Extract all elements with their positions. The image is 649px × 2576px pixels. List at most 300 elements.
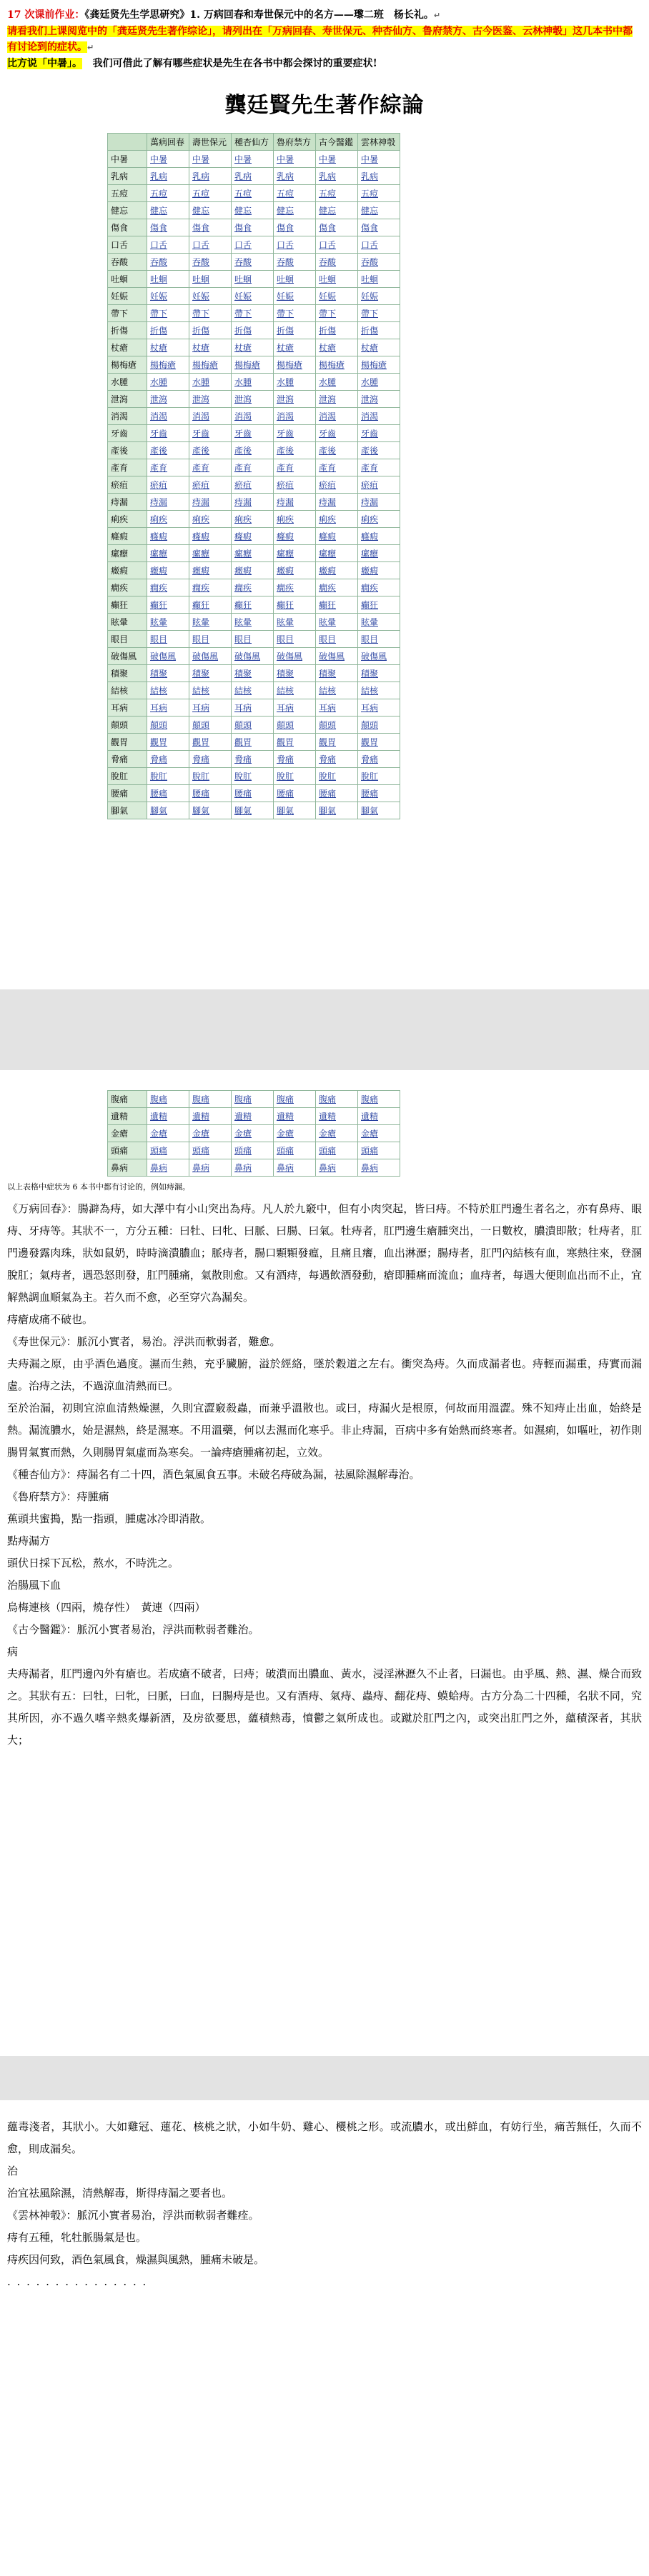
- symptom-link[interactable]: 杖瘡: [316, 339, 358, 356]
- symptom-link[interactable]: 腹痛: [358, 1091, 400, 1108]
- symptom-link[interactable]: 乳病: [358, 168, 400, 185]
- symptom-link[interactable]: 中暑: [316, 151, 358, 168]
- symptom-link[interactable]: 楊梅瘡: [274, 356, 316, 374]
- symptom-link[interactable]: 結核: [316, 682, 358, 699]
- symptom-link[interactable]: 痢疾: [189, 511, 232, 528]
- symptom-link[interactable]: 瘰癧: [358, 545, 400, 562]
- symptom-link[interactable]: 眩暈: [232, 614, 274, 631]
- symptom-link[interactable]: 癃瘕: [316, 528, 358, 545]
- symptom-link[interactable]: 腹痛: [147, 1091, 189, 1108]
- symptom-link[interactable]: 乳病: [147, 168, 189, 185]
- symptom-link[interactable]: 金瘡: [147, 1125, 189, 1142]
- symptom-link[interactable]: 乳病: [189, 168, 232, 185]
- symptom-link[interactable]: 五痘: [274, 185, 316, 202]
- symptom-link[interactable]: 眼目: [316, 631, 358, 648]
- symptom-link[interactable]: 產後: [189, 442, 232, 459]
- symptom-link[interactable]: 水腫: [358, 374, 400, 391]
- symptom-link[interactable]: 癇疾: [232, 579, 274, 596]
- symptom-link[interactable]: 結核: [147, 682, 189, 699]
- symptom-link[interactable]: 瘀疽: [274, 476, 316, 494]
- symptom-link[interactable]: 腳氣: [358, 802, 400, 819]
- table-row: [108, 391, 400, 408]
- symptom-link[interactable]: 口舌: [274, 236, 316, 254]
- table-row: [108, 408, 400, 425]
- symptom-link[interactable]: 瘰癧: [232, 545, 274, 562]
- symptom-cell: 癲狂: [108, 596, 147, 614]
- symptom-link[interactable]: 折傷: [358, 322, 400, 339]
- symptom-link[interactable]: 觀胃: [358, 734, 400, 751]
- symptom-link[interactable]: 痔漏: [232, 494, 274, 511]
- symptom-link[interactable]: 腹痛: [189, 1091, 232, 1108]
- symptom-link[interactable]: 吞酸: [274, 254, 316, 271]
- symptom-link[interactable]: 產育: [189, 459, 232, 476]
- symptom-link[interactable]: 水腫: [316, 374, 358, 391]
- symptom-link[interactable]: 癃瘕: [274, 528, 316, 545]
- symptom-link[interactable]: 痢疾: [232, 511, 274, 528]
- symptom-link[interactable]: 金瘡: [274, 1125, 316, 1142]
- symptom-link[interactable]: 乳病: [274, 168, 316, 185]
- symptom-link[interactable]: 痔漏: [358, 494, 400, 511]
- symptom-link[interactable]: 瘰癧: [274, 545, 316, 562]
- symptom-link[interactable]: 產後: [358, 442, 400, 459]
- symptom-link[interactable]: 耳病: [147, 699, 189, 717]
- symptom-link[interactable]: 脅痛: [232, 751, 274, 768]
- symptom-link[interactable]: 五痘: [358, 185, 400, 202]
- symptom-link[interactable]: 癃瘕: [147, 528, 189, 545]
- symptom-link[interactable]: 產後: [316, 442, 358, 459]
- symptom-link[interactable]: 水腫: [232, 374, 274, 391]
- symptom-link[interactable]: 水腫: [189, 374, 232, 391]
- symptom-link[interactable]: 頭痛: [358, 1142, 400, 1159]
- symptom-link[interactable]: 遺精: [147, 1108, 189, 1125]
- symptom-link[interactable]: 腳氣: [147, 802, 189, 819]
- symptom-link[interactable]: 癃瘕: [189, 528, 232, 545]
- symptom-link[interactable]: 腳氣: [189, 802, 232, 819]
- symptom-link[interactable]: 楊梅瘡: [147, 356, 189, 374]
- symptom-cell: 破傷風: [108, 648, 147, 665]
- symptom-link[interactable]: 牙齒: [274, 425, 316, 442]
- symptom-cell: 瘰癧: [108, 545, 147, 562]
- symptom-link[interactable]: 五痘: [316, 185, 358, 202]
- symptom-link[interactable]: 脅痛: [147, 751, 189, 768]
- symptom-link[interactable]: 眼目: [232, 631, 274, 648]
- symptom-link[interactable]: 吞酸: [189, 254, 232, 271]
- symptom-link[interactable]: 遺精: [189, 1108, 232, 1125]
- symptom-link[interactable]: 妊娠: [316, 288, 358, 305]
- symptom-link[interactable]: 癥瘕: [358, 562, 400, 579]
- symptom-link[interactable]: 泄瀉: [232, 391, 274, 408]
- symptom-link[interactable]: 遺精: [358, 1108, 400, 1125]
- symptom-link[interactable]: 妊娠: [189, 288, 232, 305]
- symptom-link[interactable]: 腰痛: [274, 785, 316, 802]
- symptom-link[interactable]: 痔漏: [189, 494, 232, 511]
- table-row: [108, 151, 400, 168]
- symptom-cell: 產育: [108, 459, 147, 476]
- symptom-link[interactable]: 妊娠: [147, 288, 189, 305]
- symptom-link[interactable]: 消渴: [358, 408, 400, 425]
- symptom-link[interactable]: 牙齒: [358, 425, 400, 442]
- symptom-link[interactable]: 中暑: [147, 151, 189, 168]
- symptom-link[interactable]: 瘀疽: [358, 476, 400, 494]
- symptom-link[interactable]: 吐蛔: [232, 271, 274, 288]
- symptom-link[interactable]: 破傷風: [316, 648, 358, 665]
- symptom-link[interactable]: 耳病: [274, 699, 316, 717]
- symptom-link[interactable]: 痢疾: [316, 511, 358, 528]
- symptom-link[interactable]: 顛頭: [358, 717, 400, 734]
- symptom-link[interactable]: 腰痛: [316, 785, 358, 802]
- symptom-link[interactable]: 消渴: [147, 408, 189, 425]
- symptom-link[interactable]: 吞酸: [358, 254, 400, 271]
- symptom-link[interactable]: 中暑: [189, 151, 232, 168]
- symptom-link[interactable]: 妊娠: [358, 288, 400, 305]
- symptom-link[interactable]: 帶下: [189, 305, 232, 322]
- symptom-link[interactable]: 消渴: [316, 408, 358, 425]
- symptom-link[interactable]: 結核: [358, 682, 400, 699]
- symptom-link[interactable]: 脫肛: [147, 768, 189, 785]
- symptom-link[interactable]: 頭痛: [316, 1142, 358, 1159]
- symptom-link[interactable]: 脫肛: [274, 768, 316, 785]
- symptom-link[interactable]: 瘀疽: [189, 476, 232, 494]
- symptom-link[interactable]: 腳氣: [274, 802, 316, 819]
- symptom-link[interactable]: 水腫: [274, 374, 316, 391]
- symptom-link[interactable]: 傷食: [358, 219, 400, 236]
- symptom-link[interactable]: 中暑: [274, 151, 316, 168]
- symptom-link[interactable]: 產育: [316, 459, 358, 476]
- symptom-link[interactable]: 眼目: [358, 631, 400, 648]
- symptom-link[interactable]: 癇疾: [316, 579, 358, 596]
- symptom-link[interactable]: 眼目: [147, 631, 189, 648]
- symptom-cell: 五痘: [108, 185, 147, 202]
- symptom-link[interactable]: 頭痛: [274, 1142, 316, 1159]
- symptom-link[interactable]: 口舌: [358, 236, 400, 254]
- body-paragraph: 夫痔漏者，肛門邊內外有瘡也。若成瘡不破者，曰痔；破潰而出膿血、黃水，浸淫淋瀝久不止者，曰漏也。由乎風、熱、濕、燥合而致之。其狀有五：曰牡，曰牝，曰脈，曰血，曰腸痔是也。又有酒痔、氣痔、蟲痔、翻花痔、蟆蛤痔。古方分為二十四種，名狀不同，究其所因，亦不過久嗜辛熱炙爆新酒，及房欲憂思，蘊積熱毒，憤鬱之氣所成也。或蹴於肛門之內，或突出肛門之外，蘊積深者，其狀大；: [7, 1667, 642, 1747]
- symptom-link[interactable]: 帶下: [316, 305, 358, 322]
- symptom-link[interactable]: 耳病: [189, 699, 232, 717]
- table-row: [108, 494, 400, 511]
- symptom-link[interactable]: 眼目: [189, 631, 232, 648]
- symptom-link[interactable]: 脫肛: [189, 768, 232, 785]
- symptom-link[interactable]: 癥瘕: [189, 562, 232, 579]
- symptom-link[interactable]: 楊梅瘡: [189, 356, 232, 374]
- symptom-link[interactable]: 痢疾: [358, 511, 400, 528]
- symptom-link[interactable]: 健忘: [147, 202, 189, 219]
- paragraphs-page-2: [7, 1198, 642, 1752]
- symptom-link[interactable]: 健忘: [274, 202, 316, 219]
- symptom-link[interactable]: 頭痛: [232, 1142, 274, 1159]
- symptom-link[interactable]: 杖瘡: [189, 339, 232, 356]
- symptom-link[interactable]: 觀胃: [147, 734, 189, 751]
- symptom-link[interactable]: 積聚: [232, 665, 274, 682]
- symptom-link[interactable]: 腰痛: [358, 785, 400, 802]
- symptom-link[interactable]: 破傷風: [147, 648, 189, 665]
- symptom-link[interactable]: 吐蛔: [189, 271, 232, 288]
- symptom-link[interactable]: 泄瀉: [358, 391, 400, 408]
- table-header-cell: 萬病回春: [147, 134, 189, 151]
- symptom-link[interactable]: 產後: [274, 442, 316, 459]
- symptom-link[interactable]: 觀胃: [316, 734, 358, 751]
- symptom-link[interactable]: 腰痛: [189, 785, 232, 802]
- symptom-link[interactable]: 吞酸: [232, 254, 274, 271]
- symptom-link[interactable]: 破傷風: [358, 648, 400, 665]
- symptom-link[interactable]: 金瘡: [189, 1125, 232, 1142]
- symptom-link[interactable]: 癥瘕: [232, 562, 274, 579]
- symptom-link[interactable]: 脫肛: [232, 768, 274, 785]
- symptom-link[interactable]: 瘀疽: [147, 476, 189, 494]
- symptom-link[interactable]: 乳病: [232, 168, 274, 185]
- table-row: [108, 271, 400, 288]
- table-row: [108, 305, 400, 322]
- symptom-link[interactable]: 顛頭: [274, 717, 316, 734]
- symptom-link[interactable]: 腹痛: [316, 1091, 358, 1108]
- symptom-link[interactable]: 折傷: [316, 322, 358, 339]
- symptom-link[interactable]: 破傷風: [274, 648, 316, 665]
- symptom-link[interactable]: 癥瘕: [274, 562, 316, 579]
- symptom-link[interactable]: 傷食: [316, 219, 358, 236]
- symptom-link[interactable]: 癲狂: [147, 596, 189, 614]
- symptom-link[interactable]: 痔漏: [274, 494, 316, 511]
- symptom-link[interactable]: 健忘: [189, 202, 232, 219]
- symptom-link[interactable]: 脅痛: [189, 751, 232, 768]
- symptom-link[interactable]: 腰痛: [147, 785, 189, 802]
- symptom-link[interactable]: 瘰癧: [316, 545, 358, 562]
- symptom-link[interactable]: 折傷: [232, 322, 274, 339]
- symptom-link[interactable]: 積聚: [189, 665, 232, 682]
- body-paragraph: 《雲林神彀》：脈沉小實者易治，浮洪而軟弱者難痊。: [7, 2209, 259, 2222]
- symptom-link[interactable]: 脅痛: [316, 751, 358, 768]
- symptom-link[interactable]: 遺精: [232, 1108, 274, 1125]
- symptom-link[interactable]: 鼻病: [358, 1159, 400, 1177]
- symptom-link[interactable]: 泄瀉: [189, 391, 232, 408]
- symptom-link[interactable]: 杖瘡: [232, 339, 274, 356]
- symptom-link[interactable]: 折傷: [189, 322, 232, 339]
- symptom-link[interactable]: 瘰癧: [189, 545, 232, 562]
- symptom-link[interactable]: 癇疾: [274, 579, 316, 596]
- symptom-link[interactable]: 破傷風: [189, 648, 232, 665]
- symptom-link[interactable]: 吐蛔: [274, 271, 316, 288]
- symptom-link[interactable]: 健忘: [232, 202, 274, 219]
- symptom-link[interactable]: 鼻病: [274, 1159, 316, 1177]
- symptom-link[interactable]: 癲狂: [189, 596, 232, 614]
- symptom-link[interactable]: 健忘: [358, 202, 400, 219]
- symptom-link[interactable]: 癥瘕: [316, 562, 358, 579]
- symptom-link[interactable]: 頭痛: [189, 1142, 232, 1159]
- table-row: [108, 665, 400, 682]
- symptom-link[interactable]: 積聚: [147, 665, 189, 682]
- symptom-link[interactable]: 腹痛: [274, 1091, 316, 1108]
- symptom-link[interactable]: 消渴: [274, 408, 316, 425]
- instruction-text: 请看我们上课阅览中的「龚廷贤先生著作综论」，请列出在「万病回春、寿世保元、种杏仙方、鲁府禁方、古今医鉴、云林神彀」这几本书中都有讨论到的症状。: [7, 26, 633, 53]
- symptom-link[interactable]: 癃瘕: [358, 528, 400, 545]
- symptom-link[interactable]: 帶下: [274, 305, 316, 322]
- symptom-link[interactable]: 鼻病: [147, 1159, 189, 1177]
- symptom-link[interactable]: 楊梅瘡: [316, 356, 358, 374]
- symptom-link[interactable]: 吞酸: [147, 254, 189, 271]
- symptom-link[interactable]: 腰痛: [232, 785, 274, 802]
- symptom-link[interactable]: 產育: [358, 459, 400, 476]
- table-header-cell: [108, 134, 147, 151]
- symptom-link[interactable]: 結核: [189, 682, 232, 699]
- symptom-link[interactable]: 耳病: [358, 699, 400, 717]
- symptom-link[interactable]: 癇疾: [189, 579, 232, 596]
- symptom-link[interactable]: 泄瀉: [274, 391, 316, 408]
- symptom-link[interactable]: 癇疾: [147, 579, 189, 596]
- symptom-link[interactable]: 中暑: [232, 151, 274, 168]
- symptom-link[interactable]: 眩暈: [316, 614, 358, 631]
- symptom-cell: 脫肛: [108, 768, 147, 785]
- symptom-link[interactable]: 金瘡: [232, 1125, 274, 1142]
- symptom-link[interactable]: 吞酸: [316, 254, 358, 271]
- symptom-link[interactable]: 脅痛: [358, 751, 400, 768]
- symptom-link[interactable]: 痔漏: [147, 494, 189, 511]
- symptom-link[interactable]: 觀胃: [232, 734, 274, 751]
- symptom-link[interactable]: 乳病: [316, 168, 358, 185]
- symptom-link[interactable]: 五痘: [189, 185, 232, 202]
- symptom-link[interactable]: 眩暈: [189, 614, 232, 631]
- symptom-link[interactable]: 五痘: [232, 185, 274, 202]
- symptom-link[interactable]: 顛頭: [232, 717, 274, 734]
- symptom-cell: 腹痛: [108, 1091, 147, 1108]
- symptom-link[interactable]: 腳氣: [316, 802, 358, 819]
- symptom-link[interactable]: 杖瘡: [358, 339, 400, 356]
- symptom-cell: 產後: [108, 442, 147, 459]
- symptom-link[interactable]: 痢疾: [274, 511, 316, 528]
- symptom-link[interactable]: 產育: [147, 459, 189, 476]
- table-header-cell: 古今醫鑑: [316, 134, 358, 151]
- symptom-link[interactable]: 妊娠: [232, 288, 274, 305]
- symptom-link[interactable]: 癲狂: [232, 596, 274, 614]
- symptom-link[interactable]: 帶下: [147, 305, 189, 322]
- symptom-link[interactable]: 牙齒: [147, 425, 189, 442]
- symptom-link[interactable]: 口舌: [316, 236, 358, 254]
- symptom-link[interactable]: 鼻病: [316, 1159, 358, 1177]
- symptom-link[interactable]: 眩暈: [274, 614, 316, 631]
- symptom-link[interactable]: 瘀疽: [316, 476, 358, 494]
- symptom-link[interactable]: 腹痛: [232, 1091, 274, 1108]
- symptom-link[interactable]: 遺精: [316, 1108, 358, 1125]
- symptom-link[interactable]: 口舌: [189, 236, 232, 254]
- symptom-link[interactable]: 遺精: [274, 1108, 316, 1125]
- symptom-cell: 結核: [108, 682, 147, 699]
- symptom-link[interactable]: 觀胃: [274, 734, 316, 751]
- symptom-cell: 脅痛: [108, 751, 147, 768]
- symptom-link[interactable]: 積聚: [358, 665, 400, 682]
- symptom-link[interactable]: 眩暈: [358, 614, 400, 631]
- symptom-link[interactable]: 癲狂: [274, 596, 316, 614]
- symptom-link[interactable]: 吐蛔: [358, 271, 400, 288]
- symptom-link[interactable]: 水腫: [147, 374, 189, 391]
- body-paragraph: 《種杏仙方》：痔漏名有二十四，酒色氣風食五事。未破名痔破為漏，祛風除濕解毒治。: [7, 1468, 420, 1481]
- symptom-link[interactable]: 傷食: [274, 219, 316, 236]
- symptom-link[interactable]: 金瘡: [358, 1125, 400, 1142]
- symptom-cell: 眩暈: [108, 614, 147, 631]
- symptom-link[interactable]: 傷食: [232, 219, 274, 236]
- symptom-link[interactable]: 痢疾: [147, 511, 189, 528]
- symptom-link[interactable]: 觀胃: [189, 734, 232, 751]
- symptom-link[interactable]: 吐蛔: [316, 271, 358, 288]
- symptom-link[interactable]: 耳病: [316, 699, 358, 717]
- symptom-link[interactable]: 鼻病: [189, 1159, 232, 1177]
- symptom-link[interactable]: 牙齒: [316, 425, 358, 442]
- symptom-link[interactable]: 杖瘡: [274, 339, 316, 356]
- symptom-cell: 積聚: [108, 665, 147, 682]
- table-header-cell: 種杏仙方: [232, 134, 274, 151]
- symptom-link[interactable]: 中暑: [358, 151, 400, 168]
- symptom-link[interactable]: 產育: [232, 459, 274, 476]
- symptom-link[interactable]: 牙齒: [189, 425, 232, 442]
- symptom-link[interactable]: 脫肛: [316, 768, 358, 785]
- symptom-cell: 水腫: [108, 374, 147, 391]
- symptom-link[interactable]: 腳氣: [232, 802, 274, 819]
- symptom-link[interactable]: 泄瀉: [316, 391, 358, 408]
- symptom-link[interactable]: 癲狂: [316, 596, 358, 614]
- symptom-link[interactable]: 積聚: [316, 665, 358, 682]
- symptom-link[interactable]: 癲狂: [358, 596, 400, 614]
- symptom-link[interactable]: 楊梅瘡: [358, 356, 400, 374]
- symptom-cell: 腳氣: [108, 802, 147, 819]
- symptom-link[interactable]: 妊娠: [274, 288, 316, 305]
- symptom-cell: 痔漏: [108, 494, 147, 511]
- symptom-link[interactable]: 產後: [147, 442, 189, 459]
- symptom-link[interactable]: 折傷: [147, 322, 189, 339]
- symptom-link[interactable]: 脅痛: [274, 751, 316, 768]
- body-paragraph: 《魯府禁方》：痔腫痛: [7, 1490, 109, 1503]
- symptom-link[interactable]: 帶下: [232, 305, 274, 322]
- symptom-link[interactable]: 吐蛔: [147, 271, 189, 288]
- symptom-cell: 口舌: [108, 236, 147, 254]
- symptom-link[interactable]: 脫肛: [358, 768, 400, 785]
- symptom-link[interactable]: 瘰癧: [147, 545, 189, 562]
- symptom-link[interactable]: 破傷風: [232, 648, 274, 665]
- symptom-link[interactable]: 顛頭: [189, 717, 232, 734]
- homework-label: 17 次课前作业：: [7, 9, 85, 21]
- symptom-link[interactable]: 眩暈: [147, 614, 189, 631]
- symptom-link[interactable]: 口舌: [147, 236, 189, 254]
- symptom-link[interactable]: 頭痛: [147, 1142, 189, 1159]
- symptom-link[interactable]: 健忘: [316, 202, 358, 219]
- symptom-link[interactable]: 積聚: [274, 665, 316, 682]
- symptom-link[interactable]: 五痘: [147, 185, 189, 202]
- symptom-link[interactable]: 癥瘕: [147, 562, 189, 579]
- symptom-link[interactable]: 瘀疽: [232, 476, 274, 494]
- symptom-link[interactable]: 金瘡: [316, 1125, 358, 1142]
- symptom-link[interactable]: 傷食: [147, 219, 189, 236]
- symptom-link[interactable]: 楊梅瘡: [232, 356, 274, 374]
- symptom-link[interactable]: 消渴: [232, 408, 274, 425]
- symptom-link[interactable]: 杖瘡: [147, 339, 189, 356]
- symptom-link[interactable]: 鼻病: [232, 1159, 274, 1177]
- symptom-link[interactable]: 結核: [274, 682, 316, 699]
- symptom-link[interactable]: 產育: [274, 459, 316, 476]
- symptom-link[interactable]: 顛頭: [147, 717, 189, 734]
- symptom-link[interactable]: 痔漏: [316, 494, 358, 511]
- symptom-cell: 消渴: [108, 408, 147, 425]
- symptom-link[interactable]: 消渴: [189, 408, 232, 425]
- symptom-link[interactable]: 傷食: [189, 219, 232, 236]
- symptom-link[interactable]: 牙齒: [232, 425, 274, 442]
- symptom-link[interactable]: 產後: [232, 442, 274, 459]
- symptom-link[interactable]: 癃瘕: [232, 528, 274, 545]
- symptom-link[interactable]: 結核: [232, 682, 274, 699]
- symptom-link[interactable]: 眼目: [274, 631, 316, 648]
- symptom-cell: 妊娠: [108, 288, 147, 305]
- symptom-link[interactable]: 折傷: [274, 322, 316, 339]
- symptom-link[interactable]: 癇疾: [358, 579, 400, 596]
- symptom-link[interactable]: 帶下: [358, 305, 400, 322]
- symptom-link[interactable]: 口舌: [232, 236, 274, 254]
- symptom-link[interactable]: 泄瀉: [147, 391, 189, 408]
- symptom-link[interactable]: 顛頭: [316, 717, 358, 734]
- symptom-link[interactable]: 耳病: [232, 699, 274, 717]
